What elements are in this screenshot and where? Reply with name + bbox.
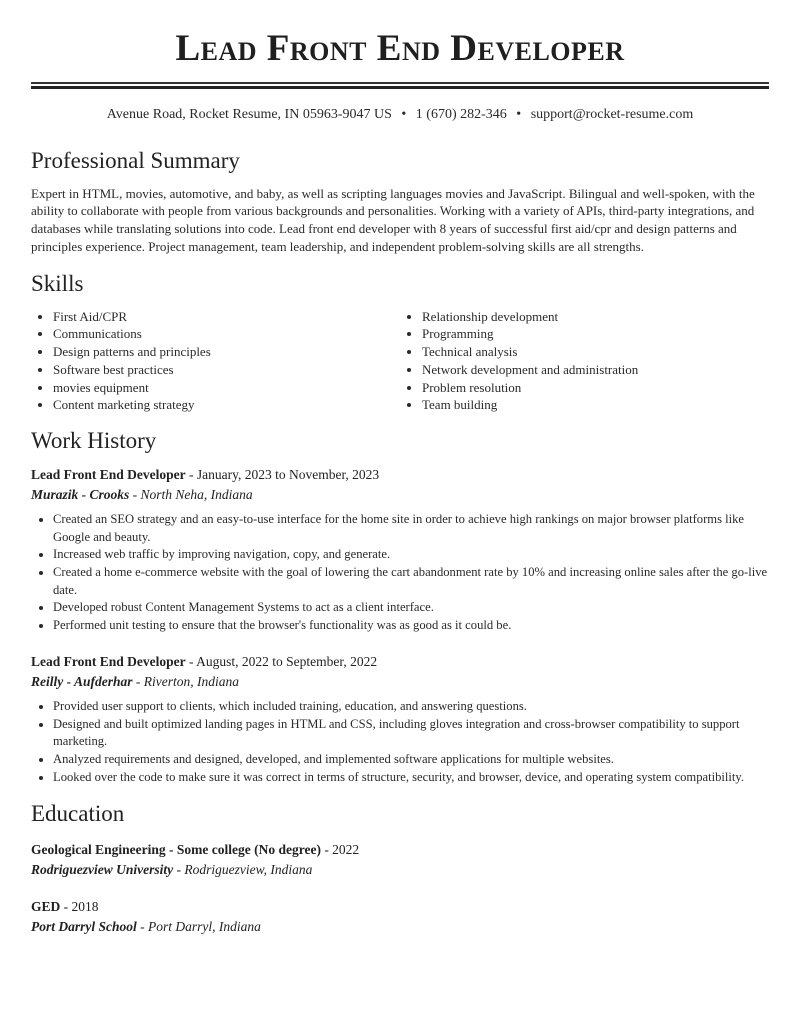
skills-grid bbox=[31, 308, 769, 414]
job-bullet: • Created a home e-commerce website with the goal of lowering the cart abandonment rate by 10% and increasing online sales after the go-live date. bbox=[53, 564, 769, 599]
job-location: - North Neha, Indiana bbox=[129, 486, 253, 502]
job-title: Lead Front End Developer bbox=[31, 653, 186, 669]
education-location: - Rodriguezview, Indiana bbox=[173, 862, 313, 878]
education-section bbox=[31, 800, 769, 937]
work-history-section bbox=[31, 427, 769, 786]
job-bullet: • Analyzed requirements and designed, developed, and implemented software applications for multiple websites. bbox=[53, 751, 769, 769]
header-divider-thin bbox=[31, 82, 769, 84]
skills-section bbox=[31, 270, 769, 414]
education-header bbox=[31, 840, 769, 860]
education-school-line bbox=[31, 860, 769, 880]
job-location: - Riverton, Indiana bbox=[132, 673, 239, 689]
skill-item: • Software best practices bbox=[53, 361, 400, 379]
education-heading: Education bbox=[31, 801, 125, 827]
skills-heading: Skills bbox=[31, 270, 84, 296]
job-bullets bbox=[31, 511, 769, 635]
job-title: Lead Front End Developer bbox=[31, 466, 186, 482]
skill-item: • Problem resolution bbox=[422, 379, 769, 397]
skill-item: • Content marketing strategy bbox=[53, 396, 400, 414]
skill-item: • First Aid/CPR bbox=[53, 308, 400, 326]
job-company: Reilly - Aufderhar bbox=[31, 673, 133, 689]
contact-email: support@rocket-resume.com bbox=[530, 106, 694, 122]
education-school: Rodriguezview University bbox=[31, 862, 174, 878]
contact-separator: • bbox=[516, 106, 522, 122]
skill-item: • Team building bbox=[422, 396, 769, 414]
summary-heading: Professional Summary bbox=[31, 147, 240, 173]
education-location: - Port Darryl, Indiana bbox=[136, 919, 261, 935]
job-bullet: • Developed robust Content Management Systems to act as a client interface. bbox=[53, 599, 769, 617]
job-header bbox=[31, 652, 769, 672]
contact-phone: 1 (670) 282-346 bbox=[415, 106, 507, 122]
skill-item: • Design patterns and principles bbox=[53, 343, 400, 361]
skill-item: • movies equipment bbox=[53, 379, 400, 397]
job-bullet: • Performed unit testing to ensure that the browser's functionality was as good as it could be. bbox=[53, 617, 769, 635]
skill-item: • Relationship development bbox=[422, 308, 769, 326]
job-bullet: • Increased web traffic by improving navigation, copy, and generate. bbox=[53, 546, 769, 564]
header-divider-thick bbox=[31, 86, 769, 89]
skill-item: • Communications bbox=[53, 325, 400, 343]
education-degree: GED bbox=[31, 899, 61, 915]
job-entry bbox=[31, 465, 769, 635]
job-company: Murazik - Crooks bbox=[31, 486, 130, 502]
education-degree: Geological Engineering - Some college (No degree) bbox=[31, 842, 321, 858]
job-dates: - January, 2023 to November, 2023 bbox=[185, 466, 380, 482]
education-entry bbox=[31, 897, 769, 937]
job-bullet: • Looked over the code to make sure it was correct in terms of structure, security, and browser, device, and operating system compatibility. bbox=[53, 769, 769, 787]
education-entry bbox=[31, 840, 769, 880]
job-dates: - August, 2022 to September, 2022 bbox=[185, 653, 378, 669]
contact-address: Avenue Road, Rocket Resume, IN 05963-9047 US bbox=[106, 106, 392, 122]
skills-list-right bbox=[400, 308, 769, 414]
skill-item: • Programming bbox=[422, 325, 769, 343]
education-year: - 2018 bbox=[60, 899, 99, 915]
job-bullets bbox=[31, 698, 769, 787]
contact-line bbox=[31, 105, 769, 125]
job-entry bbox=[31, 652, 769, 787]
job-employer-line bbox=[31, 672, 769, 692]
job-employer-line bbox=[31, 485, 769, 505]
job-bullet: • Designed and built optimized landing pages in HTML and CSS, including gloves integration and cross-browser compatibility to support marketing. bbox=[53, 716, 769, 751]
work-history-heading: Work History bbox=[31, 427, 157, 453]
job-header bbox=[31, 465, 769, 485]
education-year: - 2022 bbox=[320, 842, 360, 858]
education-header bbox=[31, 897, 769, 917]
education-school: Port Darryl School bbox=[31, 919, 137, 935]
resume-name: Lead Front End Developer bbox=[175, 28, 625, 69]
skills-list-left bbox=[31, 308, 400, 414]
skill-item: • Technical analysis bbox=[422, 343, 769, 361]
summary-text: Expert in HTML, movies, automotive, and baby, as well as scripting languages movies and JavaScript. Bilingual and well-spoken, with the ability to collaborate with people from various backgrounds and personalities. Working with a variety of APIs, third-party integrations, and databases while translating solutions into code. Lead front end developer with 8 years of successful first aid/cpr and design patterns and principles experience. Project management, team leadership, and independent problem-solving skills are all strengths. bbox=[31, 185, 755, 254]
summary-section bbox=[31, 147, 769, 256]
education-school-line bbox=[31, 917, 769, 937]
contact-separator: • bbox=[401, 106, 407, 122]
skill-item: • Network development and administration bbox=[422, 361, 769, 379]
job-bullet: • Created an SEO strategy and an easy-to-use interface for the home site in order to achieve high rankings on major browser platforms like Google and beauty. bbox=[53, 511, 769, 546]
job-bullet: • Provided user support to clients, which included training, education, and answering questions. bbox=[53, 698, 769, 716]
